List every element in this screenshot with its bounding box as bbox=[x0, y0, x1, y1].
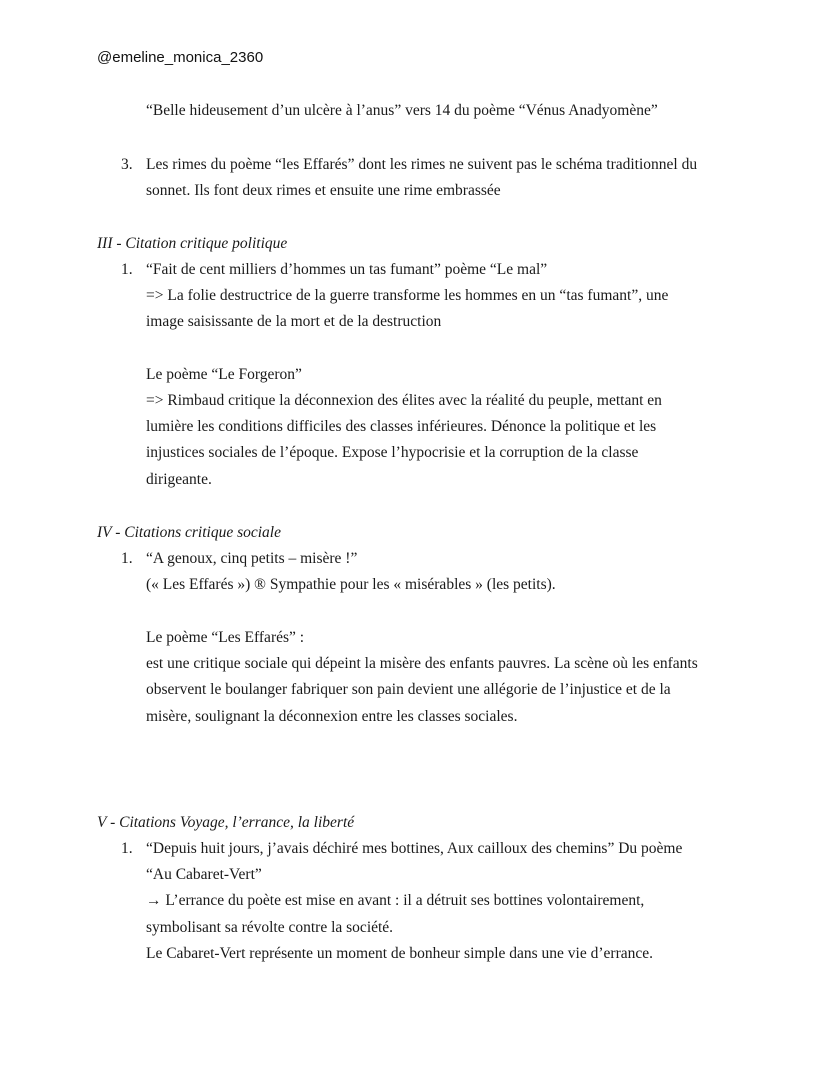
list-item-line: → L’errance du poète est mise en avant : il a détruit ses bottines volontairement, bbox=[146, 892, 645, 909]
list-item-line: “A genoux, cinq petits – misère !” bbox=[146, 550, 358, 567]
section-heading: IV - Citations critique sociale bbox=[97, 524, 281, 541]
paragraph-line: misère, soulignant la déconnexion entre les classes sociales. bbox=[146, 708, 518, 725]
list-item-line: image saisissante de la mort et de la destruction bbox=[146, 313, 442, 330]
paragraph-line: dirigeante. bbox=[146, 471, 212, 488]
list-item-line: sonnet. Ils font deux rimes et ensuite une rime embrassée bbox=[146, 182, 501, 199]
list-item-line: “Depuis huit jours, j’avais déchiré mes bottines, Aux cailloux des chemins” Du poème bbox=[146, 840, 683, 857]
sub-title: Le poème “Les Effarés” : bbox=[146, 629, 305, 646]
list-item-line: (« Les Effarés ») ® Sympathie pour les « misérables » (les petits). bbox=[146, 576, 556, 593]
paragraph-line: est une critique sociale qui dépeint la misère des enfants pauvres. La scène où les enfants bbox=[146, 655, 698, 672]
quote-line: “Belle hideusement d’un ulcère à l’anus” vers 14 du poème “Vénus Anadyomène” bbox=[146, 102, 658, 119]
paragraph-line: injustices sociales de l’époque. Expose l’hypocrisie et la corruption de la classe bbox=[146, 444, 639, 461]
list-item-line: “Au Cabaret-Vert” bbox=[146, 866, 262, 883]
list-item-line: Les rimes du poème “les Effarés” dont les rimes ne suivent pas le schéma traditionnel du bbox=[146, 156, 698, 173]
list-number: 1. bbox=[121, 261, 133, 278]
list-item-line: symbolisant sa révolte contre la société. bbox=[146, 919, 394, 936]
section-heading: V - Citations Voyage, l’errance, la liberté bbox=[97, 814, 355, 831]
list-item-line: “Fait de cent milliers d’hommes un tas fumant” poème “Le mal” bbox=[146, 261, 548, 278]
sub-title: Le poème “Le Forgeron” bbox=[146, 366, 302, 383]
list-item-line: => La folie destructrice de la guerre transforme les hommes en un “tas fumant”, une bbox=[146, 287, 669, 304]
list-number: 1. bbox=[121, 550, 133, 567]
paragraph-line: => Rimbaud critique la déconnexion des élites avec la réalité du peuple, mettant en bbox=[146, 392, 662, 409]
watermark-username: @emeline_monica_2360 bbox=[97, 49, 264, 66]
list-item-line: Le Cabaret-Vert représente un moment de bonheur simple dans une vie d’errance. bbox=[146, 945, 653, 962]
paragraph-line: observent le boulanger fabriquer son pain devient une allégorie de l’injustice et de la bbox=[146, 681, 671, 698]
list-number: 1. bbox=[121, 840, 133, 857]
paragraph-line: lumière les conditions difficiles des classes inférieures. Dénonce la politique et les bbox=[146, 418, 657, 435]
list-number: 3. bbox=[121, 156, 133, 173]
section-heading: III - Citation critique politique bbox=[97, 235, 288, 252]
